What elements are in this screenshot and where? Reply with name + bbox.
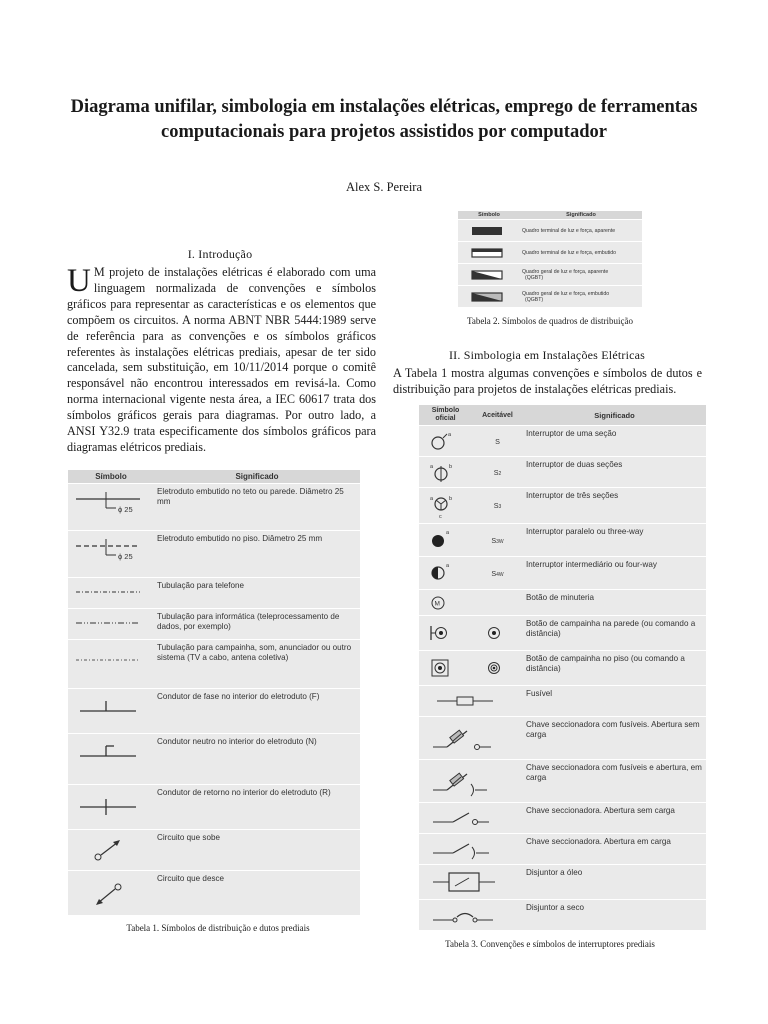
table-cell: Condutor neutro no interior do eletroduto (N) [154,734,360,785]
table-2-caption: Tabela 2. Símbolos de quadros de distribuição [466,316,634,326]
table-cell: Disjuntor a óleo [523,865,706,900]
dropcap: U [67,263,91,299]
table-row [68,484,360,531]
table-row [68,871,360,916]
acceptable-cell [472,557,523,590]
fused-disconnector-load-symbol [419,760,523,803]
letter-a: a [430,464,434,470]
acceptable-cell [472,524,523,557]
acceptable-text: S [493,467,499,477]
table-row [419,488,706,524]
table-cell: Chave seccionadora. Abertura sem carga [523,803,706,834]
table-row [419,760,706,803]
table-3-header-acceptable: Aceitável [472,405,523,426]
acceptable-text: S [491,568,497,578]
acceptable-symbol [472,616,523,651]
table-cell: Fusível [523,686,706,717]
conduit-floor-symbol [68,531,154,578]
table-cell: Circuito que sobe [154,830,360,871]
acceptable-text: S [495,436,500,446]
table-row [419,616,706,651]
acceptable-cell [472,457,523,488]
table-2-header-meaning: Significado [520,211,642,220]
table-row [458,264,642,286]
table-row [68,609,360,640]
table-row [68,640,360,689]
three-way-switch-symbol [419,524,472,557]
timer-button-symbol [419,590,472,616]
dry-breaker-symbol [419,900,523,931]
letter-a: a [446,563,450,569]
neutral-conductor-symbol [68,734,154,785]
table-row [419,457,706,488]
table-cell: Interruptor de três seções [523,488,706,524]
table-row [419,524,706,557]
table-cell [520,286,642,308]
table-1-header-meaning: Significado [154,470,360,484]
four-way-switch-symbol [419,557,472,590]
table-row [419,590,706,616]
table-3 [419,405,706,930]
acceptable-text: S [491,535,497,545]
section-2-heading: II. Simbologia em Instalações Elétricas [448,348,646,362]
table-cell [520,264,642,286]
letter-a: a [430,496,434,502]
table-cell: Interruptor intermediário ou four-way [523,557,706,590]
letter-c: c [439,514,442,520]
table-cell: Interruptor de uma seção [523,426,706,457]
table-cell: Chave seccionadora. Abertura em carga [523,834,706,865]
section-1-body [67,265,376,456]
table-cell: Circuito que desce [154,871,360,916]
acceptable-sub: 4W [496,571,504,578]
meaning-text: Quadro geral de luz e força, aparente [522,268,609,275]
disconnector-no-load-symbol [419,803,523,834]
table-cell: Interruptor paralelo ou three-way [523,524,706,557]
letter-a: a [448,432,452,438]
table-2 [458,211,642,307]
table-cell: Quadro terminal de luz e força, embutido [520,242,642,264]
table-row [68,830,360,871]
table-row [458,220,642,242]
table-row [419,803,706,834]
table-row [419,717,706,760]
table-row [458,286,642,308]
bell-line-symbol [68,640,154,689]
section-1-heading: I. Introdução [187,247,253,261]
fuse-symbol [419,686,523,717]
table-cell: Condutor de retorno no interior do eletroduto (R) [154,785,360,830]
letter-a: a [446,530,450,536]
wall-bell-button-symbol [419,616,472,651]
table-row [419,865,706,900]
table-row [68,531,360,578]
table-cell: Tubulação para telefone [154,578,360,609]
double-switch-symbol [419,457,472,488]
table-row [68,785,360,830]
table-1 [68,470,360,915]
table-cell: Botão de campainha na parede (ou comando a distância) [523,616,706,651]
table-3-caption: Tabela 3. Convenções e símbolos de interruptores prediais [445,939,655,949]
table-row [458,242,642,264]
phase-conductor-symbol [68,689,154,734]
telephone-line-symbol [68,578,154,609]
acceptable-sub: 2 [498,470,502,477]
panel-surface-symbol [458,220,520,242]
table-3-header-meaning: Significado [523,405,706,426]
acceptable-cell [472,426,523,457]
table-1-caption: Tabela 1. Símbolos de distribuição e dutos prediais [126,923,310,933]
triple-switch-symbol [419,488,472,524]
code-text: (QGBT) [525,274,544,281]
table-1-header-symbol: Símbolo [68,470,154,484]
table-cell: Chave seccionadora com fusíveis. Abertura sem carga [523,717,706,760]
meaning-text: Quadro geral de luz e força, embutido [522,290,610,297]
oil-breaker-symbol [419,865,523,900]
table-cell: Tubulação para campainha, som, anunciador ou outro sistema (TV a cabo, antena coletiva) [154,640,360,689]
table-row [68,578,360,609]
acceptable-symbol [472,651,523,686]
return-conductor-symbol [68,785,154,830]
table-2-header-symbol: Símbolo [458,211,520,220]
conduit-ceiling-symbol [68,484,154,531]
letter-b: b [449,496,453,502]
data-line-symbol [68,609,154,640]
disconnector-load-symbol [419,834,523,865]
table-row [419,686,706,717]
table-cell: Interruptor de duas seções [523,457,706,488]
floor-bell-button-symbol [419,651,472,686]
table-cell: Quadro terminal de luz e força, aparente [520,220,642,242]
table-cell: Condutor de fase no interior do eletroduto (F) [154,689,360,734]
diameter-label: ϕ 25 [118,552,133,561]
acceptable-sub: 3 [498,504,502,510]
table-3-header-official: Símbolo oficial [419,405,472,426]
table-row [419,651,706,686]
table-cell: Botão de minuteria [523,590,706,616]
single-switch-symbol [419,426,472,457]
section-2-body: A Tabela 1 mostra algumas convenções e símbolos de dutos e distribuição para projetos de instalações elétricas prediais. [393,366,702,396]
author: Alex S. Pereira [345,180,423,194]
fused-disconnector-no-load-symbol [419,717,523,760]
letter-b: b [449,464,453,470]
code-text: (QGBT) [525,296,544,303]
main-panel-surface-symbol [458,264,520,286]
section-1-text: M projeto de instalações elétricas é elaborado com uma linguagem normalizada de convenções e símbolos gráficos para representar as características e os elementos que compõem os circuitos. A norma ABNT NBR 5444:1989 serve de referência para as convenções e os símbolos gráficos referentes às instalações elétricas prediais, apesar de ter sido cancelada, sem substituição, em 10/11/2014 porque o comitê responsável não encontrou interessados em revisá-la. Como norma internacional vigente nesta área, a IEC 60617 trata dos símbolos gráficos gerais para diagramas. Por outro lado, a ANSI Y32.9 trata especificamente dos símbolos gráficos para diagramas elétricos prediais. [67,265,376,454]
table-cell: Disjuntor a seco [523,900,706,931]
letter-m: M [434,600,440,608]
paper-title: Diagrama unifilar, simbologia em instalações elétricas, emprego de ferramentas computacionais para projetos assistidos por computador [70,97,698,142]
acceptable-sub: 3W [496,538,504,545]
acceptable-text: S [493,501,499,510]
circuit-up-symbol [68,830,154,871]
panel-embedded-symbol [458,242,520,264]
table-row [419,426,706,457]
table-cell: Tubulação para informática (teleprocessamento de dados, por exemplo) [154,609,360,640]
table-row [419,900,706,931]
main-panel-embedded-symbol [458,286,520,308]
table-row [419,834,706,865]
acceptable-cell [472,590,523,616]
diameter-label: ϕ 25 [118,505,133,514]
table-cell: Eletroduto embutido no teto ou parede. Diâmetro 25 mm [154,484,360,531]
table-cell: Chave seccionadora com fusíveis e abertura, em carga [523,760,706,803]
acceptable-cell [472,488,523,524]
table-row [68,689,360,734]
circuit-down-symbol [68,871,154,916]
table-cell: Botão de campainha no piso (ou comando a distância) [523,651,706,686]
table-row [68,734,360,785]
table-row [419,557,706,590]
table-cell: Eletroduto embutido no piso. Diâmetro 25 mm [154,531,360,578]
